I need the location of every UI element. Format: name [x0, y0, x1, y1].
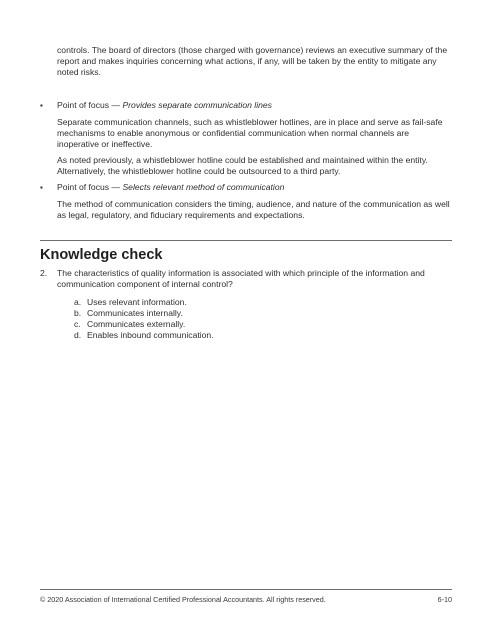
- bullet-prefix: Point of focus —: [57, 182, 123, 192]
- option-text: Communicates externally.: [87, 319, 186, 329]
- bullet-text: [57, 100, 272, 111]
- option-text: Enables inbound communication.: [87, 330, 214, 340]
- footer-page-number: 6-10: [437, 595, 452, 604]
- paragraph-separate-channels: Separate communication channels, such as whistleblower hotlines, are in place and serve as fail-safe mechanisms to enable anonymous or confidential communication when normal channels are inoperative or ineffective.: [57, 117, 443, 149]
- point-of-focus-title: Provides separate communication lines: [122, 100, 272, 110]
- bullet-text: [57, 182, 284, 193]
- option-text: Uses relevant information.: [87, 297, 187, 307]
- section-divider: [40, 240, 452, 241]
- bullet-square-icon: ▪: [40, 183, 43, 192]
- option-letter: a.: [74, 297, 82, 307]
- bullet-prefix: Point of focus —: [57, 100, 123, 110]
- question-text: The characteristics of quality information is associated with which principle of the information and communication component of internal control?: [57, 268, 425, 289]
- option-letter: d.: [74, 330, 82, 340]
- paragraph-board-review: controls. The board of directors (those charged with governance) reviews an executive summary of the report and makes inquiries concerning what actions, if any, will be taken by the entity to mitigate any noted risks.: [57, 45, 448, 77]
- point-of-focus-title: Selects relevant method of communication: [122, 182, 285, 192]
- bullet-square-icon: ▪: [40, 101, 43, 110]
- option-letter: c.: [74, 319, 81, 329]
- paragraph-whistleblower-hotline: As noted previously, a whistleblower hotline could be established and maintained within the entity. Alternatively, the whistleblower hotline could be outsourced to a third party.: [57, 155, 428, 176]
- paragraph-method-of-communication: The method of communication considers the timing, audience, and nature of the communication as well as legal, regulatory, and fiduciary requirements and expectations.: [57, 199, 450, 220]
- option-letter: b.: [74, 308, 82, 318]
- footer-copyright: © 2020 Association of International Certified Professional Accountants. All rights reserved.: [40, 595, 326, 604]
- knowledge-check-heading: Knowledge check: [40, 247, 163, 263]
- footer-divider: [40, 589, 452, 590]
- option-text: Communicates internally.: [87, 308, 183, 318]
- question-number: 2.: [40, 268, 48, 278]
